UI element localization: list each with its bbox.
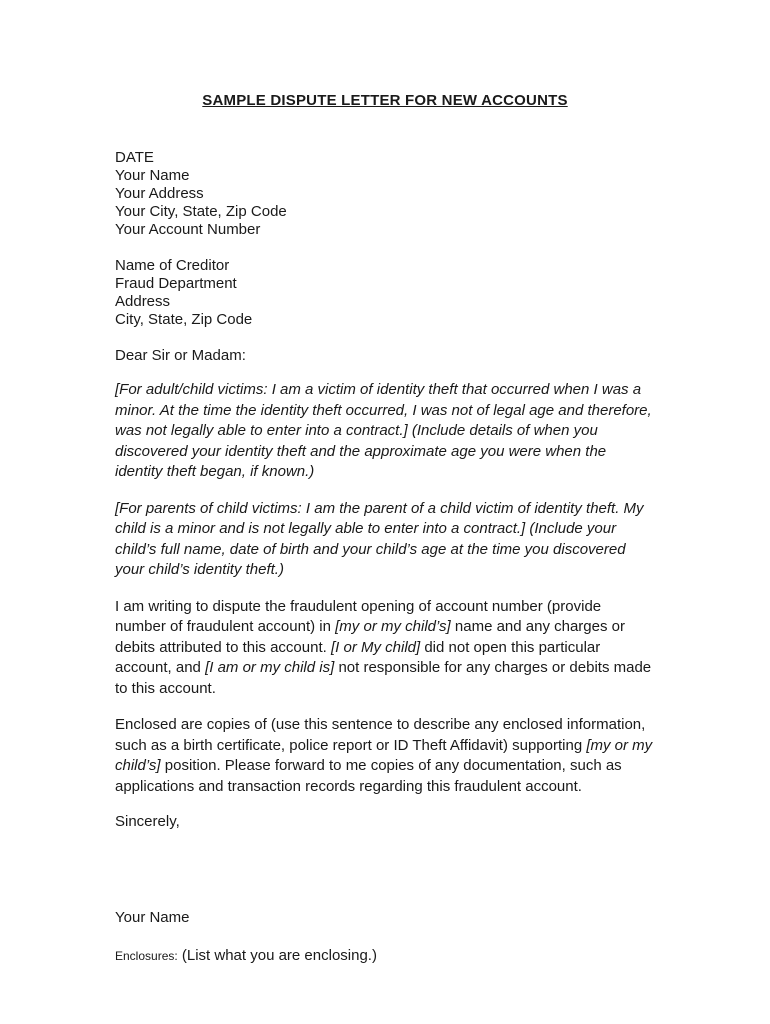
salutation: Dear Sir or Madam: [115, 347, 246, 364]
letter-title: SAMPLE DISPUTE LETTER FOR NEW ACCOUNTS [202, 92, 568, 109]
recipient-address-line: Address [115, 293, 171, 310]
paragraph-segment: position. Please forward to me copies of any documentation, such as applications and transaction records regarding this fraudulent account. [115, 757, 622, 795]
recipient-address-line: Name of Creditor [115, 257, 230, 274]
paragraph-segment: Enclosed are copies of (use this sentence to describe any enclosed information, such as a birth certificate, police report or ID Theft Affidavit) supporting [115, 716, 646, 754]
letter-body [115, 380, 655, 797]
paragraph-segment-italic: [my or my child’s] [335, 618, 451, 635]
paragraph-segment-italic: [my or my child’s] [115, 736, 653, 774]
paragraph-segment: not responsible for any charges or debits made to this account. [115, 659, 652, 697]
recipient-address-line: Fraud Department [115, 275, 237, 292]
body-paragraph [115, 597, 655, 700]
body-paragraph [115, 380, 655, 483]
signature-name: Your Name [115, 909, 190, 926]
sender-address-line: DATE [115, 149, 154, 166]
closing: Sincerely, [115, 813, 180, 830]
sender-address-block [115, 149, 655, 239]
recipient-address-line: City, State, Zip Code [115, 311, 253, 328]
paragraph-segment-italic: [For parents of child victims: I am the parent of a child victim of identity theft. My child is a minor and is not legally able to enter into a contract.] (Include your child’s full name, date of birth and your child’s age at the time you discovered your child’s identity theft.) [115, 499, 644, 578]
sender-address-line: Your Address [115, 185, 204, 202]
enclosures-text: (List what you are enclosing.) [177, 947, 377, 964]
sender-address-line: Your City, State, Zip Code [115, 203, 287, 220]
paragraph-segment-italic: [For adult/child victims: I am a victim of identity theft that occurred when I was a minor. At the time the identity theft occurred, I was not of legal age and therefore, was not legally able to enter into a contract.] (Include details of when you discovered your identity theft and the approximate age you were when the identity theft began, if known.) [115, 381, 652, 480]
enclosures-label: Enclosures: [115, 949, 178, 963]
body-paragraph [115, 499, 655, 581]
sender-address-line: Your Name [115, 167, 190, 184]
body-paragraph [115, 715, 655, 797]
sender-address-line: Your Account Number [115, 221, 261, 238]
enclosures-line [115, 947, 655, 965]
recipient-address-block [115, 257, 655, 329]
paragraph-segment-italic: [I or My child] [330, 638, 421, 656]
paragraph-segment: name and any charges or debits attributed to this account. [115, 618, 625, 656]
paragraph-segment: I am writing to dispute the fraudulent opening of account number (provide number of fraudulent account) in [115, 597, 602, 635]
paragraph-segment-italic: [I am or my child is] [205, 659, 335, 676]
paragraph-segment: did not open this particular account, and [115, 638, 601, 676]
